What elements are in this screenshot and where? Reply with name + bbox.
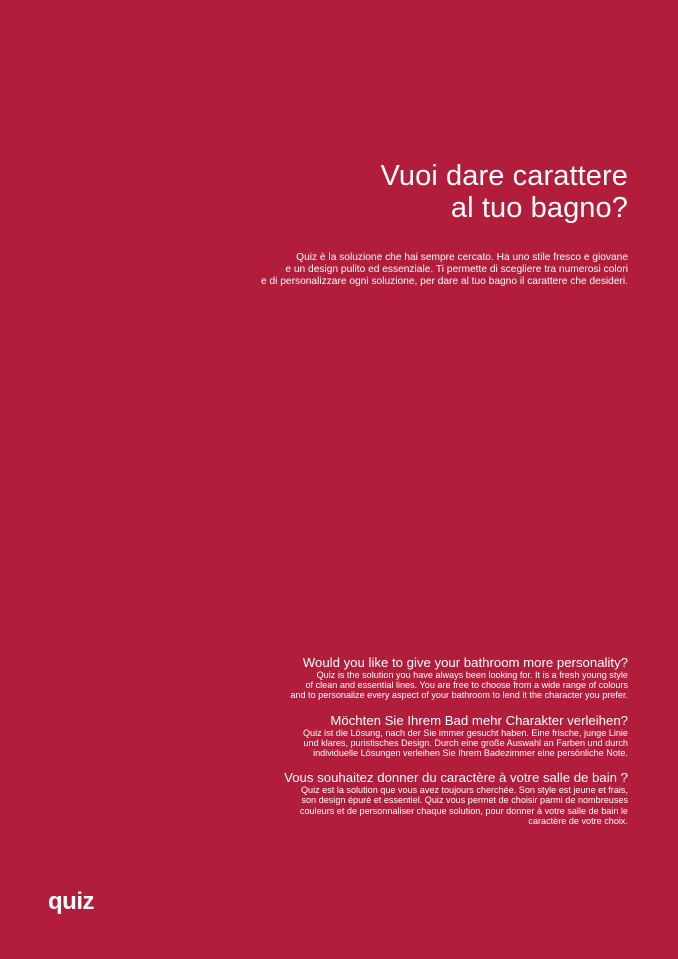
translation-body [208,670,628,701]
translation-french [208,770,628,826]
translation-line: und klares, puristisches Design. Durch eine große Auswahl an Farben und durch [303,737,628,748]
translation-title: Vous souhaitez donner du caractère à votre salle de bain ? [284,770,628,786]
translation-body [208,728,628,759]
translation-line: Quiz is the solution you have always been looking for. It is a fresh young style [316,670,628,680]
translation-english [208,655,628,701]
headline [208,160,628,224]
translation-line: Quiz est la solution que vous avez toujours cherchée. Son style est jeune et frais, [300,785,628,796]
translation-line: and to personalize every aspect of your bathroom to lend it the character you prefer. [290,690,628,701]
translation-line: son design épuré et essentiel. Quiz vous permet de choisir parmi de nombreuses [301,795,628,806]
intro-line: e di personalizzare ogni soluzione, per dare al tuo bagno il carattere che desideri. [261,275,628,287]
intro-line: Quiz è la soluzione che hai sempre cercato. Ha uno stile fresco e giovane [296,252,628,263]
translation-title: Would you like to give your bathroom more personality? [302,655,628,670]
translation-line: Quiz ist die Lösung, nach der Sie immer gesucht haben. Eine frische, junge Linie [302,727,628,738]
translation-line: of clean and essential lines. You are free to choose from a wide range of colours [305,680,628,691]
quiz-logo: quiz [48,888,94,915]
translation-title: Möchten Sie Ihrem Bad mehr Charakter verleihen? [330,712,628,728]
translation-german [208,713,628,759]
translations-section [208,655,628,838]
intro-line: e un design pulito ed essenziale. Ti permette di scegliere tra numerosi colori [285,263,628,275]
headline-line-2: al tuo bagno? [450,192,628,224]
translation-line: couleurs et de personnaliser chaque solution, pour donner à votre salle de bain le [299,805,628,816]
intro-paragraph [208,252,628,287]
translation-body [208,785,628,826]
translation-line: individuelle Lösungen verleihen Sie Ihrem Badezimmer eine persönliche Note. [313,748,628,759]
translation-line: caractère de votre choix. [528,815,628,826]
headline-line-1: Vuoi dare carattere [380,160,628,192]
